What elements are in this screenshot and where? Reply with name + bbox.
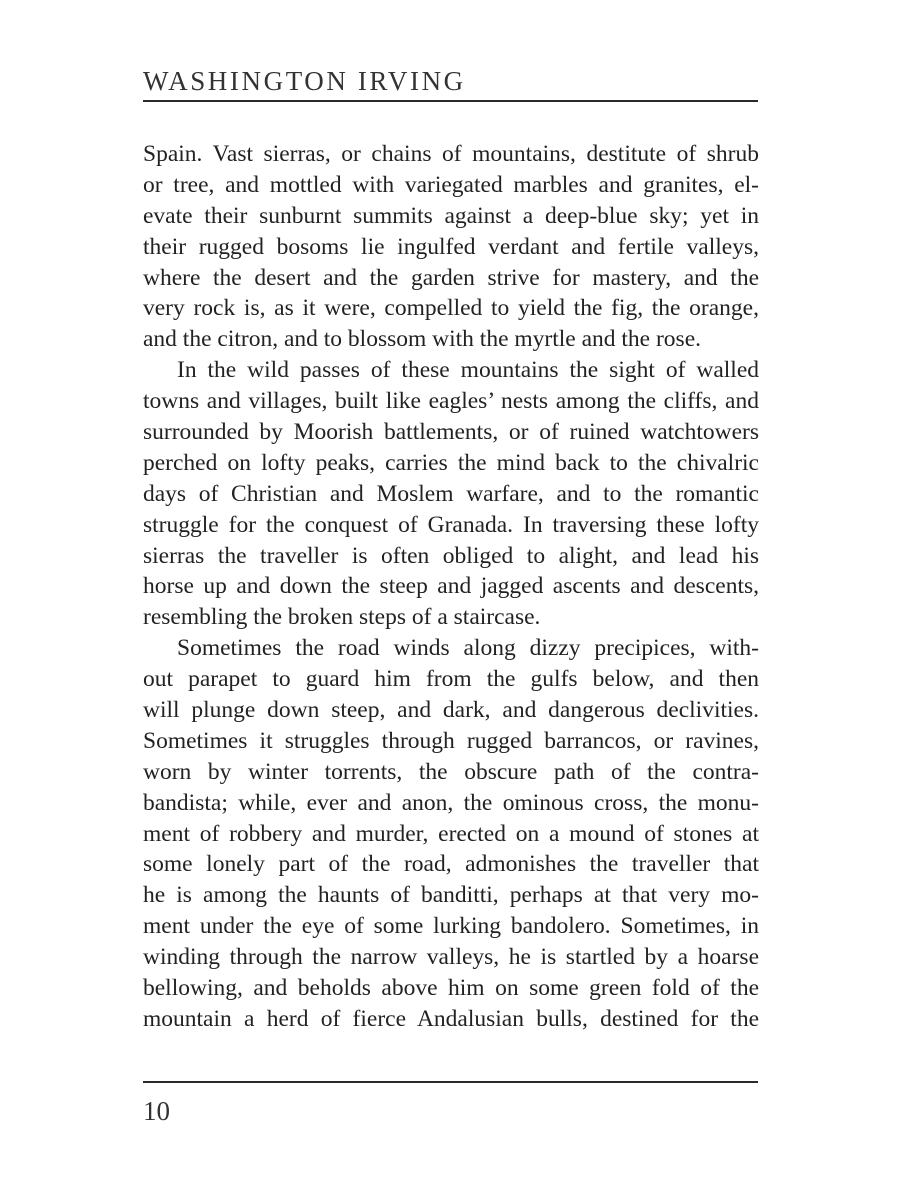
- text-line: evate their sunburnt summits against a deep-blue sky; yet in: [143, 202, 759, 229]
- text-line: their rugged bosoms lie ingulfed verdant and fertile valleys,: [143, 233, 759, 260]
- text-line: In the wild passes of these mountains the sight of walled: [177, 357, 759, 384]
- body-text: [143, 139, 759, 1035]
- header-rule: [143, 100, 758, 102]
- text-line: ment of robbery and murder, erected on a mound of stones at: [143, 820, 759, 847]
- text-line: will plunge down steep, and dark, and dangerous declivities.: [143, 697, 759, 724]
- text-line: very rock is, as it were, compelled to yield the fig, the orange,: [143, 295, 759, 322]
- text-line: mountain a herd of fierce Andalusian bulls, destined for the: [143, 1005, 759, 1032]
- text-line: perched on lofty peaks, carries the mind back to the chivalric: [143, 449, 759, 476]
- footer-rule: [143, 1081, 758, 1083]
- text-line: he is among the haunts of banditti, perhaps at that very mo-: [143, 882, 759, 909]
- text-line: where the desert and the garden strive for mastery, and the: [143, 264, 759, 291]
- text-line: or tree, and mottled with variegated marbles and granites, el-: [143, 171, 759, 198]
- text-line: sierras the traveller is often obliged to alight, and lead his: [143, 542, 759, 569]
- text-line: worn by winter torrents, the obscure path of the contra-: [143, 758, 759, 785]
- text-line: struggle for the conquest of Granada. In traversing these lofty: [143, 511, 759, 538]
- paragraph: [143, 633, 759, 1035]
- text-line: winding through the narrow valleys, he is startled by a hoarse: [143, 944, 759, 971]
- text-line: Sometimes it struggles through rugged barrancos, or ravines,: [143, 727, 759, 754]
- text-line: out parapet to guard him from the gulfs below, and then: [143, 666, 759, 693]
- text-line: Sometimes the road winds along dizzy precipices, with-: [177, 635, 759, 662]
- paragraph: [143, 355, 759, 633]
- text-line: Spain. Vast sierras, or chains of mountains, destitute of shrub: [143, 141, 759, 167]
- text-line: some lonely part of the road, admonishes the traveller that: [143, 851, 759, 878]
- text-line: ment under the eye of some lurking bandolero. Sometimes, in: [143, 913, 759, 940]
- text-line: bandista; while, ever and anon, the ominous cross, the monu-: [143, 789, 759, 816]
- text-line: resembling the broken steps of a staircase.: [143, 604, 541, 631]
- text-line: towns and villages, built like eagles’ nests among the cliffs, and: [143, 388, 759, 415]
- text-line: days of Christian and Moslem warfare, and to the romantic: [143, 480, 759, 507]
- text-line: bellowing, and beholds above him on some green fold of the: [143, 975, 759, 1002]
- running-head: WASHINGTON IRVING: [143, 66, 466, 96]
- page-number: 10: [143, 1096, 170, 1126]
- text-line: horse up and down the steep and jagged ascents and descents,: [143, 573, 759, 600]
- text-line: surrounded by Moorish battlements, or of ruined watchtowers: [143, 419, 759, 446]
- text-line: and the citron, and to blossom with the myrtle and the rose.: [143, 326, 702, 353]
- paragraph: [143, 139, 759, 355]
